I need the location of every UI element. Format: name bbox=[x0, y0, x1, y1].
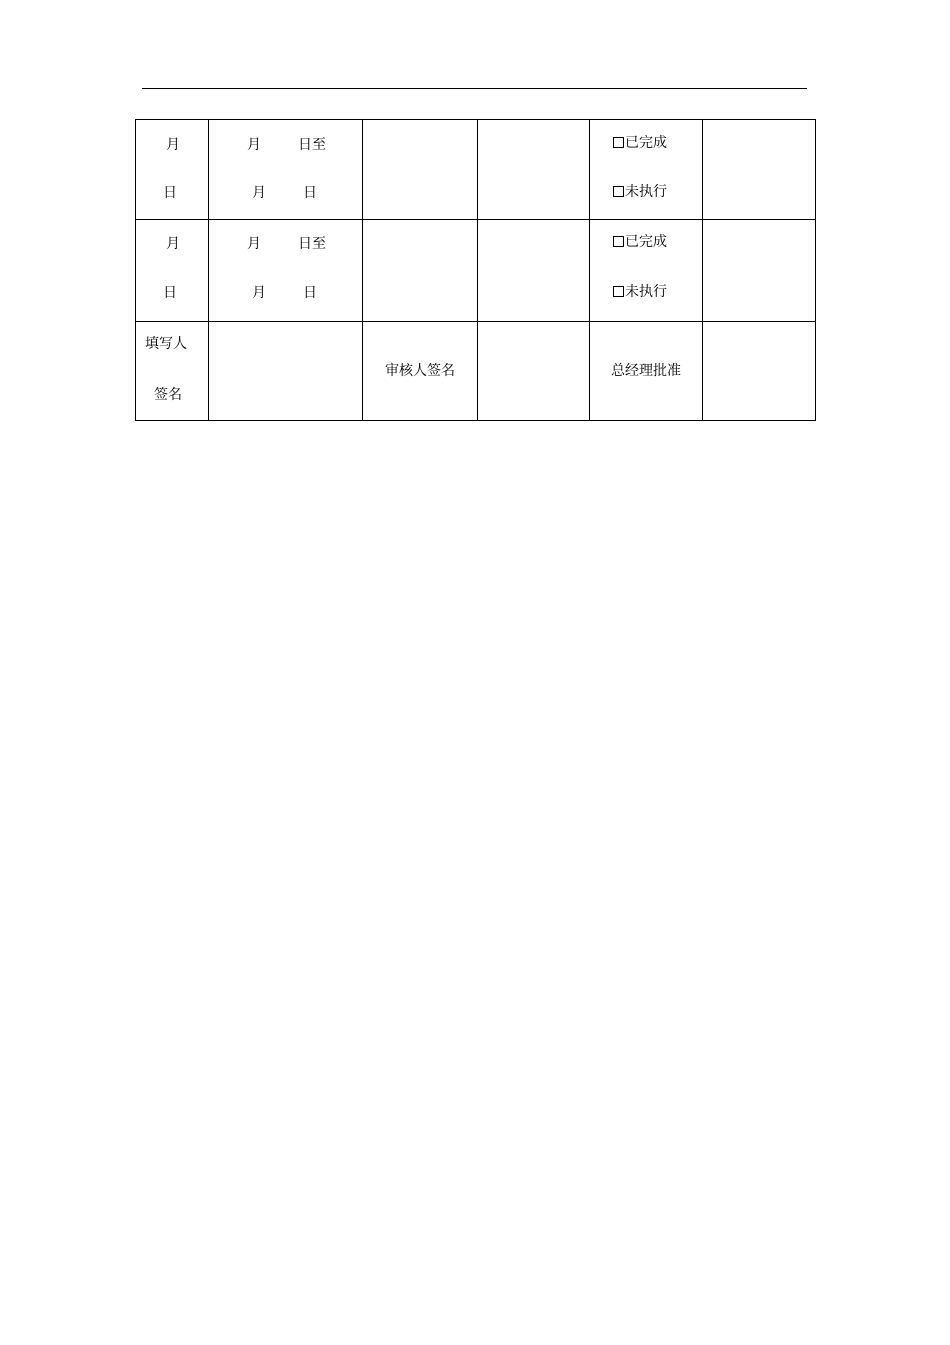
status-done-option[interactable] bbox=[613, 234, 667, 250]
status-pending-label: 未执行 bbox=[625, 184, 667, 200]
date-cell bbox=[136, 120, 209, 220]
content-cell[interactable] bbox=[363, 120, 478, 220]
content-cell[interactable] bbox=[363, 220, 478, 322]
content-cell[interactable] bbox=[478, 220, 590, 322]
status-pending-option[interactable] bbox=[613, 184, 667, 200]
status-cell bbox=[590, 120, 703, 220]
status-done-option[interactable] bbox=[613, 135, 667, 151]
date-month-label: 月 bbox=[166, 137, 180, 153]
date-day-label: 日 bbox=[163, 285, 177, 301]
reviewer-signature-field[interactable] bbox=[478, 322, 590, 421]
range-day-end: 日 bbox=[303, 185, 317, 201]
status-cell bbox=[590, 220, 703, 322]
range-month-end: 月 bbox=[252, 185, 266, 201]
range-month-start: 月 bbox=[247, 137, 261, 153]
filler-label-cell bbox=[136, 322, 209, 421]
range-day-end: 日 bbox=[303, 285, 317, 301]
filler-label-line1: 填写人 bbox=[145, 336, 187, 352]
gm-approval-field[interactable] bbox=[703, 322, 816, 421]
content-cell[interactable] bbox=[478, 120, 590, 220]
filler-signature-field[interactable] bbox=[209, 322, 363, 421]
range-day-start-to: 日至 bbox=[298, 236, 326, 252]
filler-label-line2: 签名 bbox=[154, 387, 182, 403]
checkbox-icon[interactable] bbox=[613, 236, 624, 247]
remark-cell[interactable] bbox=[703, 220, 816, 322]
date-month-label: 月 bbox=[166, 236, 180, 252]
status-done-label: 已完成 bbox=[625, 135, 667, 151]
record-table bbox=[135, 119, 816, 421]
date-day-label: 日 bbox=[163, 185, 177, 201]
status-pending-label: 未执行 bbox=[625, 284, 667, 300]
range-month-start: 月 bbox=[247, 236, 261, 252]
range-month-end: 月 bbox=[252, 285, 266, 301]
status-done-label: 已完成 bbox=[625, 234, 667, 250]
date-cell bbox=[136, 220, 209, 322]
date-range-cell[interactable] bbox=[209, 220, 363, 322]
table-row bbox=[136, 220, 816, 322]
range-day-start-to: 日至 bbox=[298, 137, 326, 153]
checkbox-icon[interactable] bbox=[613, 186, 624, 197]
status-pending-option[interactable] bbox=[613, 284, 667, 300]
gm-approval-label: 总经理批准 bbox=[611, 363, 681, 379]
gm-label-cell bbox=[590, 322, 703, 421]
checkbox-icon[interactable] bbox=[613, 137, 624, 148]
reviewer-label-cell bbox=[363, 322, 478, 421]
table-row bbox=[136, 120, 816, 220]
reviewer-label: 审核人签名 bbox=[385, 363, 455, 379]
checkbox-icon[interactable] bbox=[613, 286, 624, 297]
remark-cell[interactable] bbox=[703, 120, 816, 220]
header-rule bbox=[142, 88, 807, 89]
signature-row bbox=[136, 322, 816, 421]
date-range-cell[interactable] bbox=[209, 120, 363, 220]
